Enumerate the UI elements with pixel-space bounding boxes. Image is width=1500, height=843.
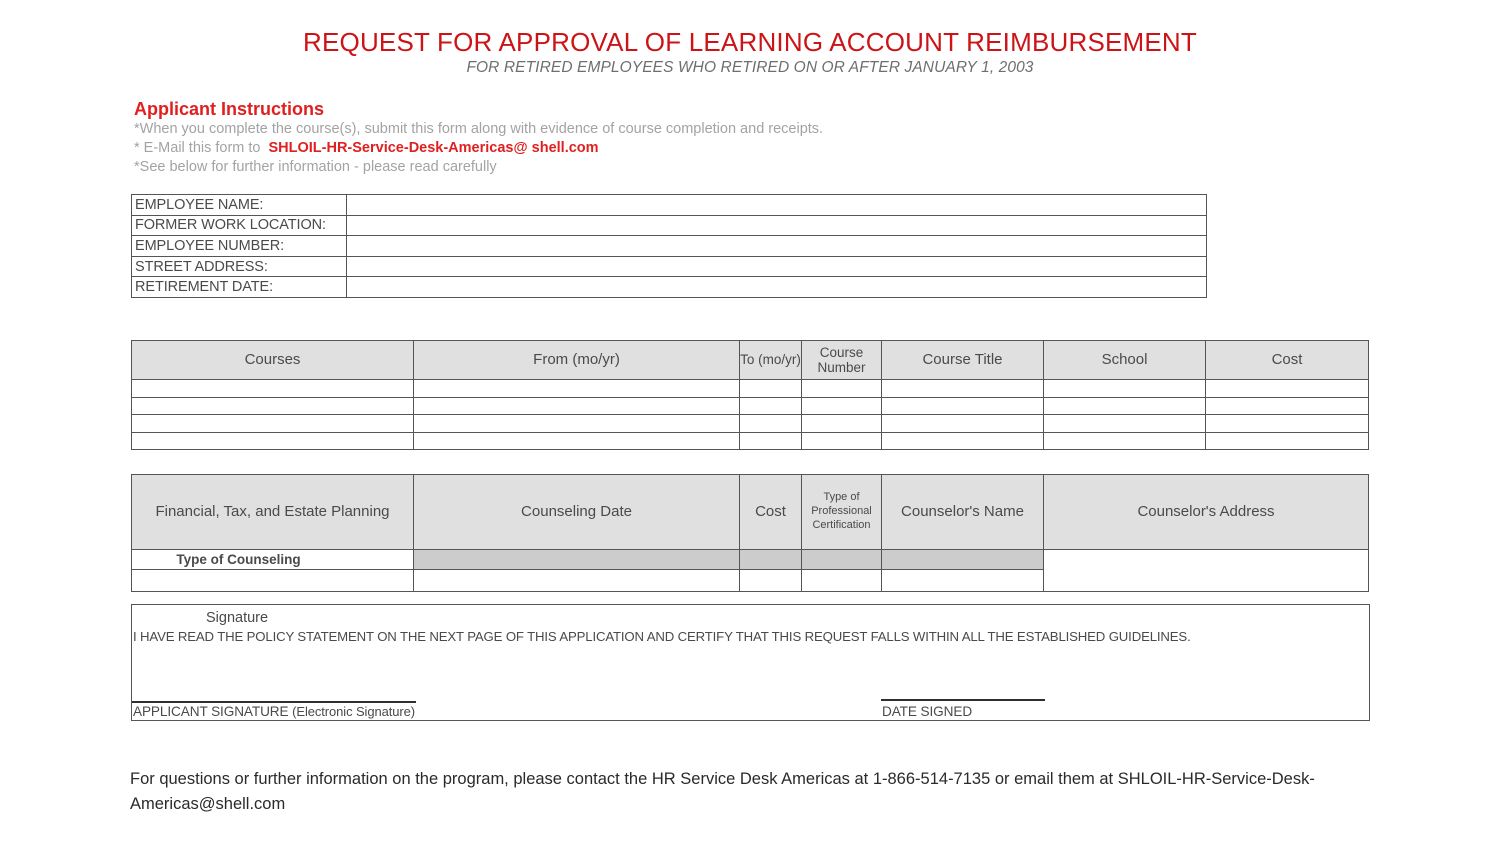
counseling-row-0-counselor-name[interactable] <box>882 550 1044 570</box>
course-row-0-from[interactable] <box>414 380 740 398</box>
former-work-location-label: FORMER WORK LOCATION: <box>132 215 347 236</box>
table-row <box>132 380 1369 398</box>
course-row-1-courses[interactable] <box>132 397 414 415</box>
signature-section <box>131 604 1370 721</box>
employee-name-field[interactable] <box>347 195 1207 216</box>
course-row-3-school[interactable] <box>1044 432 1206 450</box>
course-row-1-number[interactable] <box>802 397 882 415</box>
course-row-1-school[interactable] <box>1044 397 1206 415</box>
col-header-cost: Cost <box>1206 341 1369 380</box>
counseling-table-header-row <box>132 475 1369 550</box>
table-row <box>132 432 1369 450</box>
retirement-date-label: RETIREMENT DATE: <box>132 277 347 298</box>
applicant-signature-rule <box>132 701 416 703</box>
course-row-3-to[interactable] <box>740 432 802 450</box>
col-header-financial-planning: Financial, Tax, and Estate Planning <box>132 475 414 550</box>
date-signed-caption: DATE SIGNED <box>882 704 973 719</box>
col-header-certification-type: Type of Professional Certification <box>802 475 882 550</box>
signature-label: Signature <box>206 610 269 626</box>
course-row-2-to[interactable] <box>740 415 802 433</box>
employee-number-field[interactable] <box>347 236 1207 257</box>
counseling-row-0-date[interactable] <box>414 550 740 570</box>
table-row <box>132 256 1207 277</box>
course-row-1-title[interactable] <box>882 397 1044 415</box>
type-of-counseling-label: Type of Counseling <box>132 550 414 570</box>
table-row <box>132 277 1207 298</box>
applicant-signature-caption <box>133 704 415 719</box>
course-row-2-courses[interactable] <box>132 415 414 433</box>
counseling-row-1-certification[interactable] <box>802 570 882 592</box>
courses-table-header-row <box>132 341 1369 380</box>
employee-number-label: EMPLOYEE NUMBER: <box>132 236 347 257</box>
col-header-courses: Courses <box>132 341 414 380</box>
col-header-counselor-address: Counselor's Address <box>1044 475 1369 550</box>
instructions-email-prefix: * E-Mail this form to <box>134 140 261 156</box>
course-row-0-cost[interactable] <box>1206 380 1369 398</box>
col-header-course-number: Course Number <box>802 341 882 380</box>
instructions-heading: Applicant Instructions <box>134 99 325 119</box>
table-row <box>132 195 1207 216</box>
course-row-2-cost[interactable] <box>1206 415 1369 433</box>
col-header-from: From (mo/yr) <box>414 341 740 380</box>
page-title: REQUEST FOR APPROVAL OF LEARNING ACCOUNT REIMBURSEMENT <box>303 27 1197 57</box>
course-row-1-from[interactable] <box>414 397 740 415</box>
course-row-0-number[interactable] <box>802 380 882 398</box>
counseling-row-1-counselor-name[interactable] <box>882 570 1044 592</box>
col-header-to: To (mo/yr) <box>740 341 802 380</box>
table-row <box>132 415 1369 433</box>
col-header-course-title: Course Title <box>882 341 1044 380</box>
table-row <box>132 397 1369 415</box>
counseling-row-1-cost[interactable] <box>740 570 802 592</box>
former-work-location-field[interactable] <box>347 215 1207 236</box>
footer-contact-note: For questions or further information on the program, please contact the HR Service Desk Americas at 1-866-514-7135 or email them at SHLOIL-HR-Service-Desk-Americas@shell.com <box>130 770 1315 813</box>
course-row-2-number[interactable] <box>802 415 882 433</box>
electronic-signature-note: (Electronic Signature) <box>292 704 415 719</box>
employee-name-label: EMPLOYEE NAME: <box>132 195 347 216</box>
counseling-row-0-cost[interactable] <box>740 550 802 570</box>
certification-statement: I HAVE READ THE POLICY STATEMENT ON THE NEXT PAGE OF THIS APPLICATION AND CERTIFY THAT THIS REQUEST FALLS WITHIN ALL THE ESTABLISHED GUIDELINES. <box>133 629 1191 644</box>
col-header-school: School <box>1044 341 1206 380</box>
street-address-field[interactable] <box>347 256 1207 277</box>
course-row-2-title[interactable] <box>882 415 1044 433</box>
counseling-row-1-date[interactable] <box>414 570 740 592</box>
course-row-1-to[interactable] <box>740 397 802 415</box>
course-row-3-courses[interactable] <box>132 432 414 450</box>
instructions-line-1: *When you complete the course(s), submit this form along with evidence of course completion and receipts. <box>134 121 824 137</box>
course-row-0-school[interactable] <box>1044 380 1206 398</box>
course-row-3-number[interactable] <box>802 432 882 450</box>
instructions-line-2 <box>134 140 599 156</box>
counseling-row-0-certification[interactable] <box>802 550 882 570</box>
applicant-signature-caption-text: APPLICANT SIGNATURE <box>133 704 289 719</box>
street-address-label: STREET ADDRESS: <box>132 256 347 277</box>
counseling-table <box>131 474 1369 592</box>
hr-service-desk-email-link[interactable]: SHLOIL-HR-Service-Desk-Americas@ shell.com <box>268 140 599 156</box>
instructions-line-3: *See below for further information - please read carefully <box>134 159 497 175</box>
course-row-1-cost[interactable] <box>1206 397 1369 415</box>
col-header-counseling-date: Counseling Date <box>414 475 740 550</box>
courses-table <box>131 340 1369 450</box>
counseling-row-1-type[interactable] <box>132 570 414 592</box>
course-row-3-title[interactable] <box>882 432 1044 450</box>
employee-info-table <box>131 194 1207 298</box>
col-header-counselor-name: Counselor's Name <box>882 475 1044 550</box>
page-subtitle: FOR RETIRED EMPLOYEES WHO RETIRED ON OR AFTER JANUARY 1, 2003 <box>466 59 1034 76</box>
table-row <box>132 550 1369 570</box>
course-row-2-from[interactable] <box>414 415 740 433</box>
course-row-0-to[interactable] <box>740 380 802 398</box>
course-row-2-school[interactable] <box>1044 415 1206 433</box>
col-header-counseling-cost: Cost <box>740 475 802 550</box>
table-row <box>132 215 1207 236</box>
date-signed-rule <box>881 699 1045 701</box>
course-row-0-title[interactable] <box>882 380 1044 398</box>
table-row <box>132 236 1207 257</box>
retirement-date-field[interactable] <box>347 277 1207 298</box>
counseling-counselor-address-field[interactable] <box>1044 550 1369 592</box>
course-row-3-from[interactable] <box>414 432 740 450</box>
course-row-0-courses[interactable] <box>132 380 414 398</box>
course-row-3-cost[interactable] <box>1206 432 1369 450</box>
